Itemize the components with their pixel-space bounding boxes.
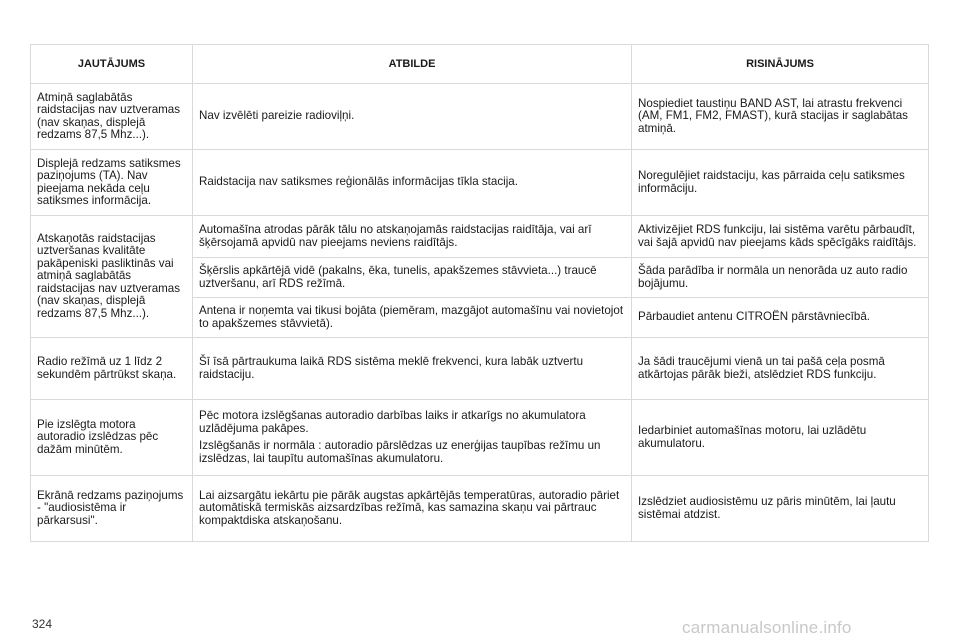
answer-paragraph: Izslēgšanās ir normāla : autoradio pārslēdzas uz enerģijas taupības režīmu un izslēdzas, lai taupītu automašīnas akumulatoru. [199,439,601,465]
question-cell: Radio režīmā uz 1 līdz 2 sekundēm pārtrūkst skaņa. [31,338,193,400]
solution-cell: Šāda parādība ir normāla un nenorāda uz auto radio bojājumu. [632,258,929,298]
table-row [31,338,929,400]
solution-cell: Noregulējiet raidstaciju, kas pārraida ceļu satiksmes informāciju. [632,150,929,216]
solution-cell: Iedarbiniet automašīnas motoru, lai uzlādētu akumulatoru. [632,400,929,476]
question-cell: Displejā redzams satiksmes paziņojums (TA). Nav pieejama nekāda ceļu satiksmes informācija. [31,150,193,216]
table-row [31,400,929,476]
question-cell: Ekrānā redzams paziņojums - "audiosistēma ir pārkarsusi". [31,476,193,542]
question-cell: Pie izslēgta motora autoradio izslēdzas pēc dažām minūtēm. [31,400,193,476]
table-row [31,476,929,542]
question-cell: Atskaņotās raidstacijas uztveršanas kvalitāte pakāpeniski pasliktinās vai atmiņā saglabātās raidstacijas nav uztveramas (nav skaņas, displejā redzams 87,5 Mhz...). [31,216,193,338]
header-solution: RISINĀJUMS [632,45,929,84]
header-question: JAUTĀJUMS [31,45,193,84]
answer-paragraph: Šķērslis apkārtējā vidē (pakalns, ēka, tunelis, apakšzemes stāvvieta...) traucē uztveršanu, arī RDS režīmā. [199,264,597,290]
answer-cell [193,150,632,216]
faq-body [31,84,929,542]
watermark: carmanualsonline.info [682,618,852,637]
answer-cell [193,84,632,150]
answer-paragraph: Pēc motora izslēgšanas autoradio darbības laiks ir atkarīgs no akumulatora uzlādējuma pakāpes. [199,409,586,435]
solution-cell: Nospiediet taustiņu BAND AST, lai atrastu frekvenci (AM, FM1, FM2, FMAST), kurā stacijas ir saglabātas atmiņā. [632,84,929,150]
answer-paragraph: Antena ir noņemta vai tikusi bojāta (piemēram, mazgājot automašīnu vai novietojot to apakšzemes stāvvietā). [199,304,624,330]
answer-paragraph: Nav izvēlēti pareizie radioviļņi. [199,109,355,123]
answer-paragraph: Lai aizsargātu iekārtu pie pārāk augstas apkārtējās temperatūras, autoradio pāriet automātiskā termiskās aizsardzības režīmā, kas samazina skaņu vai pārtrauc kompaktdiska atskaņošanu. [199,488,620,527]
header-answer: ATBILDE [193,45,632,84]
answer-cell [193,400,632,476]
answer-paragraph: Automašīna atrodas pārāk tālu no atskaņojamās raidstacijas raidītāja, vai arī šķērsojamā apvidū nav pieejams neviens raidītājs. [199,223,592,249]
page-number: 324 [32,617,53,631]
solution-cell: Pārbaudiet antenu CITROËN pārstāvniecībā. [632,298,929,338]
answer-cell [193,216,632,258]
answer-cell [193,338,632,400]
header-row [31,45,929,84]
answer-cell [193,258,632,298]
table-row [31,84,929,150]
solution-cell: Aktivizējiet RDS funkciju, lai sistēma varētu pārbaudīt, vai šajā apvidū nav pieejams kāds spēcīgāks raidītājs. [632,216,929,258]
answer-cell [193,476,632,542]
faq-table [30,44,929,542]
table-row [31,150,929,216]
solution-cell: Izslēdziet audiosistēmu uz pāris minūtēm, lai ļautu sistēmai atdzist. [632,476,929,542]
solution-cell: Ja šādi traucējumi vienā un tai pašā ceļa posmā atkārtojas pārāk bieži, atslēdziet RDS funkciju. [632,338,929,400]
question-cell: Atmiņā saglabātās raidstacijas nav uztveramas (nav skaņas, displejā redzams 87,5 Mhz...). [31,84,193,150]
table-row [31,216,929,258]
answer-paragraph: Raidstacija nav satiksmes reģionālās informācijas tīkla stacija. [199,175,518,189]
answer-cell [193,298,632,338]
answer-paragraph: Šī īsā pārtraukuma laikā RDS sistēma meklē frekvenci, kura labāk uztvertu raidstaciju. [199,355,584,381]
